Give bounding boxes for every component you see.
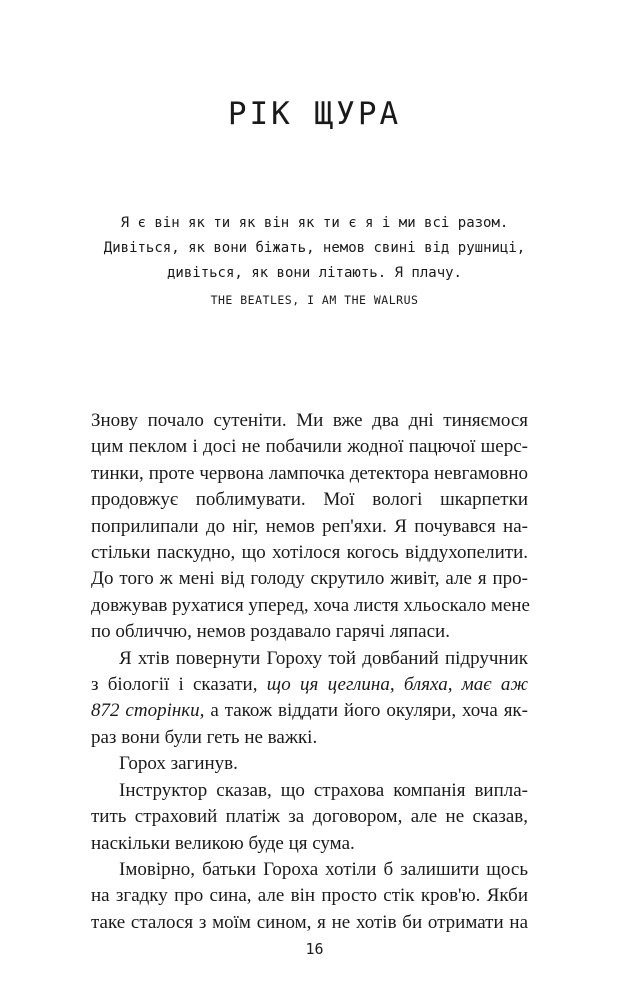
text-line: наскільки великою буде ця сума.	[91, 832, 355, 854]
text-line: по обличчю, немов роздавало гарячі ляпаси.	[91, 621, 450, 643]
text-line: тить страховий платіж за договором, але не сказав,	[91, 806, 528, 828]
text-line-mixed	[91, 698, 528, 724]
italic-fragment: що ця цеглина, бляха, має аж	[266, 674, 528, 696]
epigraph-line: дивіться, як вони літають. Я плачу.	[166, 265, 462, 281]
text-fragment: з біології і сказати,	[91, 674, 267, 696]
text-line: таке сталося з моїм сином, я не хотів би отримати на	[91, 911, 528, 933]
text-line: стільки паскудно, що хотілося когось віддухопелити.	[91, 542, 528, 564]
epigraph-line: Я є він як ти як він як ти є я і ми всі разом.	[120, 215, 509, 231]
text-line-mixed	[91, 672, 528, 698]
text-line: Імовірно, батьки Гороха хотіли б залишити щось	[119, 858, 528, 880]
text-line: Знову почало сутеніти. Ми вже два дні тиняємося	[91, 410, 528, 431]
text-line: Я хтів повернути Гороху той довбаний підручник	[119, 647, 528, 669]
chapter-title: РІК ЩУРА	[227, 96, 402, 132]
text-line: продовжує поблимувати. Мої вологі шкарпетки	[91, 489, 528, 511]
text-line: цим пеклом і досі не побачили жодної пацючої шерс-	[91, 436, 528, 458]
epigraph-source: THE BEATLES, I AM THE WALRUS	[210, 293, 419, 307]
text-line: раз вони були геть не важкі.	[91, 726, 318, 748]
italic-fragment: 872 сторінки,	[91, 700, 205, 722]
text-line: поприлипали до ніг, немов реп'яхи. Я почувався на-	[91, 515, 528, 537]
text-line: довжував рухатися уперед, хоча листя хльоскало мене	[91, 594, 530, 616]
text-fragment: а також віддати його окуляри, хоча як-	[204, 700, 528, 722]
text-line: Інструктор сказав, що страхова компанія випла-	[119, 779, 528, 801]
text-line: на згадку про сина, але він просто стік кров'ю. Якби	[91, 885, 528, 907]
text-line: До того ж мені від голоду скрутило живіт, але я про-	[91, 568, 528, 590]
body-text	[91, 408, 528, 936]
epigraph-line: Дивіться, як вони біжать, немов свині від рушниці,	[103, 240, 526, 256]
text-line: тинки, проте червона лампочка детектора невгамовно	[91, 462, 528, 484]
page-number: 16	[305, 940, 324, 958]
epigraph	[0, 211, 629, 286]
text-line: Горох загинув.	[119, 753, 238, 775]
